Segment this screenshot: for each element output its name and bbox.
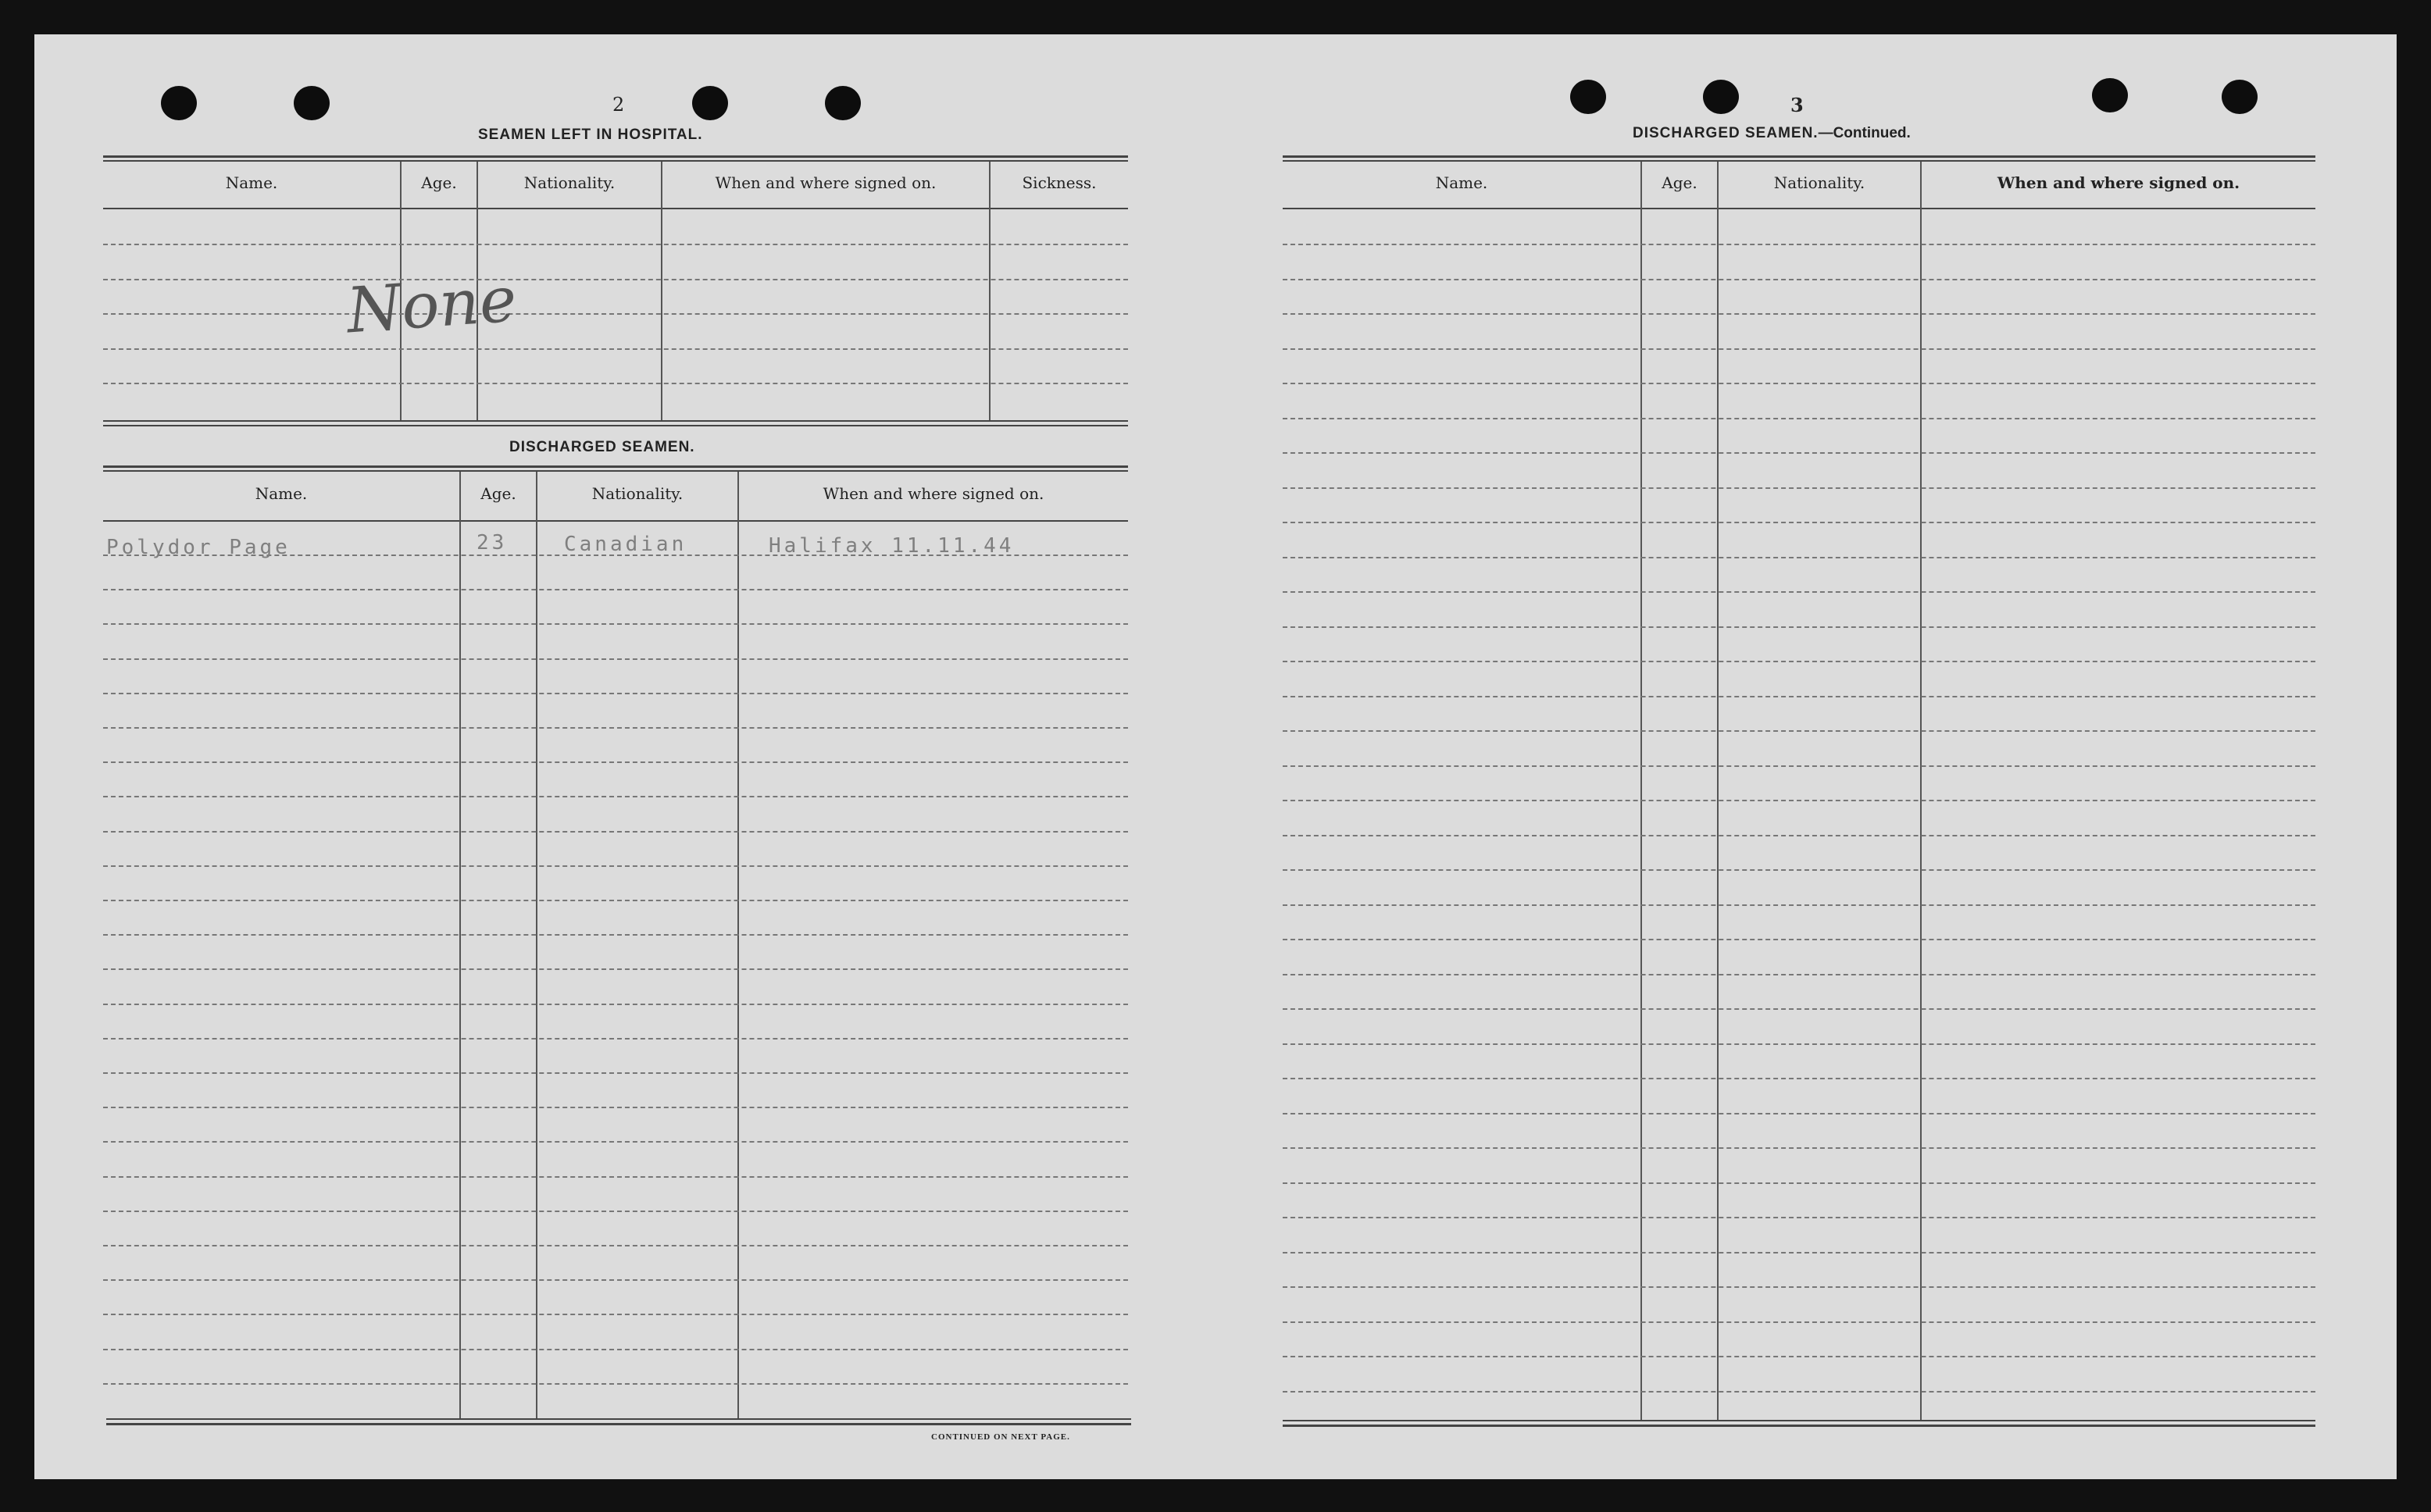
row-rule [1283,869,2315,871]
row-rule [1283,244,2315,245]
discharged-section-title: DISCHARGED SEAMEN. [509,439,695,455]
row-1-signed-on: Halifax 11.11.44 [769,534,1015,558]
column-divider [1920,162,1922,1421]
row-rule [1283,279,2315,280]
row-rule [103,968,1128,970]
row-rule [1283,348,2315,350]
row-rule [103,1314,1128,1315]
row-rule [103,244,1128,245]
row-rule [103,1038,1128,1040]
hospital-col-name: Name. [225,173,278,192]
row-rule [103,623,1128,625]
rule [103,208,1128,209]
row-rule [1283,1391,2315,1393]
row-rule [103,1383,1128,1385]
page-number-left: 2 [612,94,625,116]
row-rule [1283,452,2315,454]
row-rule [1283,1147,2315,1149]
right-col-signed-on: When and where signed on. [1997,173,2240,192]
row-rule [1283,487,2315,489]
row-rule [103,1279,1128,1281]
row-1-name: Polydor Page [106,536,291,559]
row-rule [1283,1043,2315,1045]
discharged-col-nationality: Nationality. [591,484,684,503]
discharged-col-signed-on: When and where signed on. [823,484,1044,503]
row-rule [103,934,1128,936]
right-col-name: Name. [1435,173,1488,192]
row-rule [1283,1078,2315,1079]
rule [103,470,1128,472]
row-rule [103,865,1128,867]
row-1-age: 23 [477,531,508,555]
row-rule [1283,626,2315,628]
binder-hole [2222,80,2258,114]
row-rule [1283,383,2315,384]
binder-hole [1570,80,1606,114]
row-rule [103,589,1128,590]
row-rule [103,1211,1128,1212]
row-rule [1283,661,2315,662]
rule [103,425,1128,426]
discharged-col-name: Name. [255,484,308,503]
row-rule [103,348,1128,350]
row-rule [103,279,1128,280]
row-rule [103,727,1128,729]
row-rule [103,1141,1128,1143]
row-rule [1283,904,2315,906]
row-rule [103,658,1128,660]
right-section-title-text: DISCHARGED SEAMEN. [1633,125,1819,141]
rule [106,1418,1131,1420]
binder-hole [692,86,728,120]
row-rule [103,831,1128,833]
column-divider [1717,162,1719,1421]
row-rule [1283,835,2315,836]
row-rule [1283,1321,2315,1323]
binder-hole [294,86,330,120]
row-rule [1283,1286,2315,1288]
row-rule [103,1107,1128,1108]
column-divider [459,472,461,1420]
right-col-age: Age. [1662,173,1697,192]
row-rule [103,313,1128,315]
row-rule [1283,522,2315,523]
binder-hole [2092,78,2128,112]
row-rule [103,761,1128,763]
row-rule [1283,591,2315,593]
row-rule [1283,1008,2315,1010]
right-col-nationality: Nationality. [1773,173,1865,192]
row-rule [103,693,1128,694]
column-divider [737,472,739,1420]
row-rule [103,1072,1128,1074]
hospital-col-sickness: Sickness. [1022,173,1097,192]
row-rule [103,796,1128,797]
rule [103,420,1128,422]
rule [106,1423,1131,1425]
hospital-col-nationality: Nationality. [523,173,616,192]
binder-hole [161,86,197,120]
column-divider [536,472,537,1420]
row-rule [1283,418,2315,419]
row-rule [1283,1217,2315,1218]
binder-hole [825,86,861,120]
rule [103,520,1128,522]
row-rule [103,900,1128,901]
row-rule [103,1245,1128,1246]
rule [1283,1425,2315,1427]
row-rule [1283,939,2315,940]
rule [103,465,1128,468]
rule [1283,160,2315,162]
page-number-right: 3 [1790,94,1804,116]
row-rule [1283,765,2315,767]
row-rule [1283,1252,2315,1253]
row-rule [1283,1113,2315,1114]
row-rule [103,1349,1128,1350]
row-rule [1283,696,2315,697]
row-rule [1283,557,2315,558]
hospital-section-title: SEAMEN LEFT IN HOSPITAL. [478,127,703,143]
row-1-nationality: Canadian [564,533,687,556]
rule [103,160,1128,162]
discharged-col-age: Age. [480,484,516,503]
right-section-title [1633,125,1911,142]
ledger-sheet [34,34,2397,1479]
continued-note: CONTINUED ON NEXT PAGE. [931,1432,1070,1442]
right-section-title-suffix: —Continued. [1818,125,1911,141]
rule [103,155,1128,158]
row-rule [103,1176,1128,1178]
rule [1283,1420,2315,1421]
row-rule [1283,1182,2315,1184]
hospital-col-age: Age. [421,173,457,192]
handwritten-none: None [344,262,519,348]
hospital-col-signed-on: When and where signed on. [715,173,937,192]
row-rule [1283,730,2315,732]
binder-hole [1703,80,1739,114]
row-rule [1283,313,2315,315]
rule [1283,208,2315,209]
row-rule [103,383,1128,384]
row-rule [1283,1356,2315,1357]
row-rule [1283,974,2315,975]
column-divider [1640,162,1642,1421]
row-rule [103,1004,1128,1005]
rule [1283,155,2315,158]
row-rule [1283,800,2315,801]
